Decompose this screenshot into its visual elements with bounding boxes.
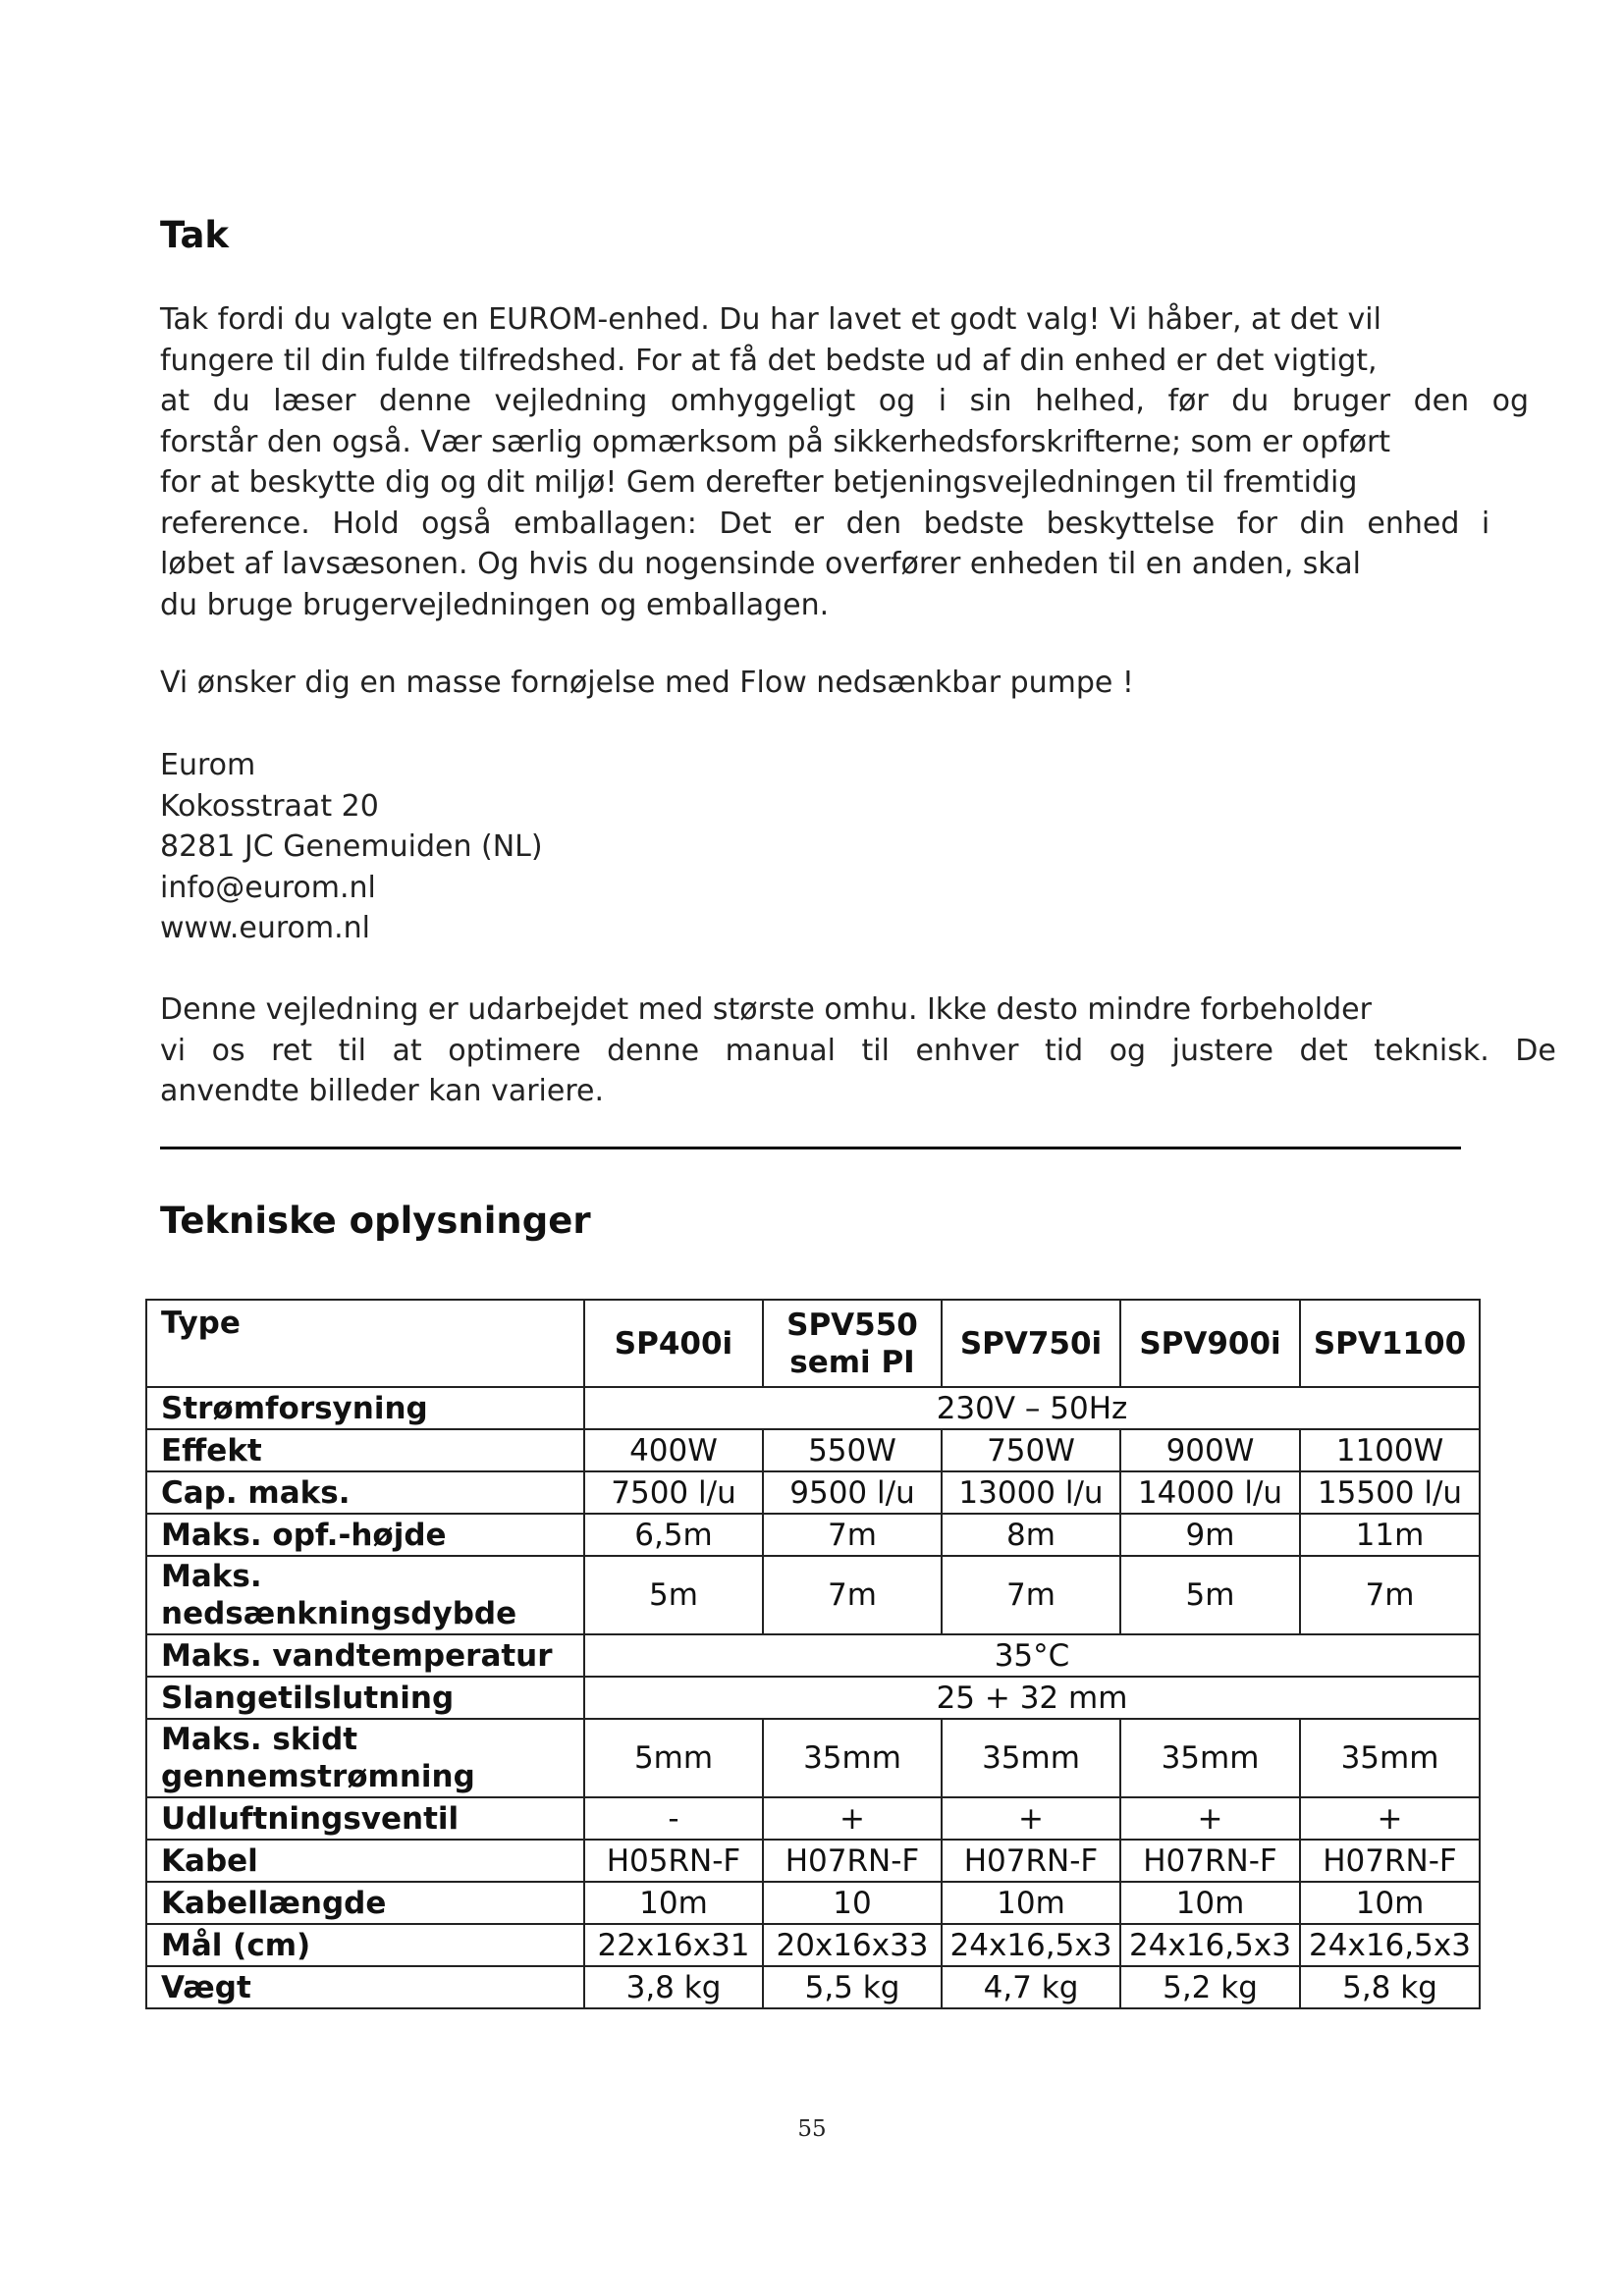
table-cell: 11m: [1300, 1514, 1480, 1556]
table-cell: 10m: [942, 1882, 1120, 1924]
website: www.eurom.nl: [160, 911, 370, 945]
row-label: Vægt: [146, 1966, 584, 2008]
paragraph-line: Tak fordi du valgte en EUROM-enhed. Du har lavet et godt valg! Vi håber, at det vil: [160, 302, 1381, 337]
table-cell: 35mm: [763, 1719, 942, 1797]
table-cell: 4,7 kg: [942, 1966, 1120, 2008]
tech-heading: Tekniske oplysninger: [160, 1200, 591, 1242]
paragraph-line: vi os ret til at optimere denne manual til enhver tid og justere det teknisk. De: [160, 1033, 1556, 1068]
table-row: [146, 1719, 1480, 1797]
table-cell: 230V – 50Hz: [584, 1387, 1480, 1429]
table-row: [146, 1634, 1480, 1677]
table-cell: 5m: [1120, 1556, 1300, 1634]
row-label: Maks. nedsænkningsdybde: [146, 1556, 584, 1634]
table-cell: 24x16,5x3: [1120, 1924, 1300, 1966]
model-header: SPV750i: [942, 1300, 1120, 1387]
table-cell: 10m: [1120, 1882, 1300, 1924]
row-label: Kabellængde: [146, 1882, 584, 1924]
table-cell: 15500 l/u: [1300, 1471, 1480, 1514]
table-cell: 10: [763, 1882, 942, 1924]
section-divider: [160, 1147, 1461, 1149]
table-cell: 1100W: [1300, 1429, 1480, 1471]
table-cell: 7500 l/u: [584, 1471, 763, 1514]
table-row: [146, 1471, 1480, 1514]
table-row: [146, 1677, 1480, 1719]
table-cell: 400W: [584, 1429, 763, 1471]
table-cell: 9m: [1120, 1514, 1300, 1556]
table-cell: 900W: [1120, 1429, 1300, 1471]
table-row: [146, 1882, 1480, 1924]
model-header: SPV1100: [1300, 1300, 1480, 1387]
table-cell: +: [1120, 1797, 1300, 1840]
address-block: [160, 745, 543, 949]
table-cell: H05RN-F: [584, 1840, 763, 1882]
paragraph-line: Denne vejledning er udarbejdet med største omhu. Ikke desto mindre forbeholder: [160, 992, 1372, 1027]
company-name: Eurom: [160, 748, 256, 782]
table-row: [146, 1387, 1480, 1429]
street-address: Kokosstraat 20: [160, 788, 379, 824]
row-label: Maks. skidt gennemstrømning: [146, 1719, 584, 1797]
table-cell: 7m: [763, 1514, 942, 1556]
table-cell: 6,5m: [584, 1514, 763, 1556]
paragraph-line: reference. Hold også emballagen: Det er den bedste beskyttelse for din enhed i: [160, 506, 1490, 541]
row-label: Slangetilslutning: [146, 1677, 584, 1719]
model-header: SPV900i: [1120, 1300, 1300, 1387]
row-label: Effekt: [146, 1429, 584, 1471]
row-label: Mål (cm): [146, 1924, 584, 1966]
paragraph-line: forstår den også. Vær særlig opmærksom på sikkerhedsforskrifterne; som er opført: [160, 424, 1391, 459]
page-number: 55: [797, 2116, 827, 2142]
table-cell: +: [1300, 1797, 1480, 1840]
model-header: SPV550 semi PI: [763, 1300, 942, 1387]
table-cell: 9500 l/u: [763, 1471, 942, 1514]
row-label: Kabel: [146, 1840, 584, 1882]
row-label: Udluftningsventil: [146, 1797, 584, 1840]
table-row: [146, 1556, 1480, 1634]
table-cell: 8m: [942, 1514, 1120, 1556]
table-cell: 5m: [584, 1556, 763, 1634]
paragraph-line: anvendte billeder kan variere.: [160, 1074, 605, 1108]
table-cell: 3,8 kg: [584, 1966, 763, 2008]
table-row: [146, 1429, 1480, 1471]
table-cell: H07RN-F: [763, 1840, 942, 1882]
table-cell: 35°C: [584, 1634, 1480, 1677]
table-cell: 35mm: [1300, 1719, 1480, 1797]
table-cell: 5,8 kg: [1300, 1966, 1480, 2008]
table-cell: 24x16,5x3: [942, 1924, 1120, 1966]
table-cell: 25 + 32 mm: [584, 1677, 1480, 1719]
table-cell: 7m: [1300, 1556, 1480, 1634]
table-cell: 5,5 kg: [763, 1966, 942, 2008]
table-cell: +: [942, 1797, 1120, 1840]
paragraph-line: du bruge brugervejledningen og emballagen.: [160, 587, 830, 622]
postal-city: 8281 JC Genemuiden (NL): [160, 829, 543, 864]
email-address: info@eurom.nl: [160, 870, 376, 905]
table-cell: 5,2 kg: [1120, 1966, 1300, 2008]
table-cell: 7m: [942, 1556, 1120, 1634]
disclaimer-paragraph: [160, 989, 1554, 1112]
table-cell: 35mm: [1120, 1719, 1300, 1797]
table-row: [146, 1514, 1480, 1556]
table-row: [146, 1924, 1480, 1966]
table-cell: 7m: [763, 1556, 942, 1634]
table-cell: 13000 l/u: [942, 1471, 1120, 1514]
table-cell: +: [763, 1797, 942, 1840]
table-cell: 22x16x31: [584, 1924, 763, 1966]
table-row: [146, 1966, 1480, 2008]
table-cell: H07RN-F: [1300, 1840, 1480, 1882]
row-label: Maks. vandtemperatur: [146, 1634, 584, 1677]
table-cell: 35mm: [942, 1719, 1120, 1797]
row-label: Maks. opf.-højde: [146, 1514, 584, 1556]
thanks-heading: Tak: [160, 214, 230, 256]
table-cell: 750W: [942, 1429, 1120, 1471]
thanks-paragraph: [160, 299, 1564, 625]
table-cell: 550W: [763, 1429, 942, 1471]
table-cell: -: [584, 1797, 763, 1840]
table-cell: 20x16x33: [763, 1924, 942, 1966]
row-label: Cap. maks.: [146, 1471, 584, 1514]
paragraph-line: løbet af lavsæsonen. Og hvis du nogensinde overfører enheden til en anden, skal: [160, 547, 1361, 581]
table-cell: 10m: [584, 1882, 763, 1924]
paragraph-line: fungere til din fulde tilfredshed. For at få det bedste ud af din enhed er det vigtigt,: [160, 343, 1378, 378]
table-cell: 5mm: [584, 1719, 763, 1797]
table-cell: H07RN-F: [1120, 1840, 1300, 1882]
table-cell: H07RN-F: [942, 1840, 1120, 1882]
row-label: Strømforsyning: [146, 1387, 584, 1429]
table-cell: 24x16,5x3: [1300, 1924, 1480, 1966]
model-header: SP400i: [584, 1300, 763, 1387]
paragraph-line: at du læser denne vejledning omhyggeligt og i sin helhed, før du bruger den og: [160, 384, 1530, 418]
spec-table: [145, 1299, 1481, 2009]
table-row: [146, 1840, 1480, 1882]
table-header-row: [146, 1300, 1480, 1387]
type-header: Type: [146, 1300, 584, 1387]
paragraph-line: for at beskytte dig og dit miljø! Gem derefter betjeningsvejledningen til fremtidig: [160, 465, 1358, 500]
table-cell: 10m: [1300, 1882, 1480, 1924]
table-cell: 14000 l/u: [1120, 1471, 1300, 1514]
wish-text: Vi ønsker dig en masse fornøjelse med Flow nedsænkbar pumpe !: [160, 666, 1134, 700]
table-row: [146, 1797, 1480, 1840]
